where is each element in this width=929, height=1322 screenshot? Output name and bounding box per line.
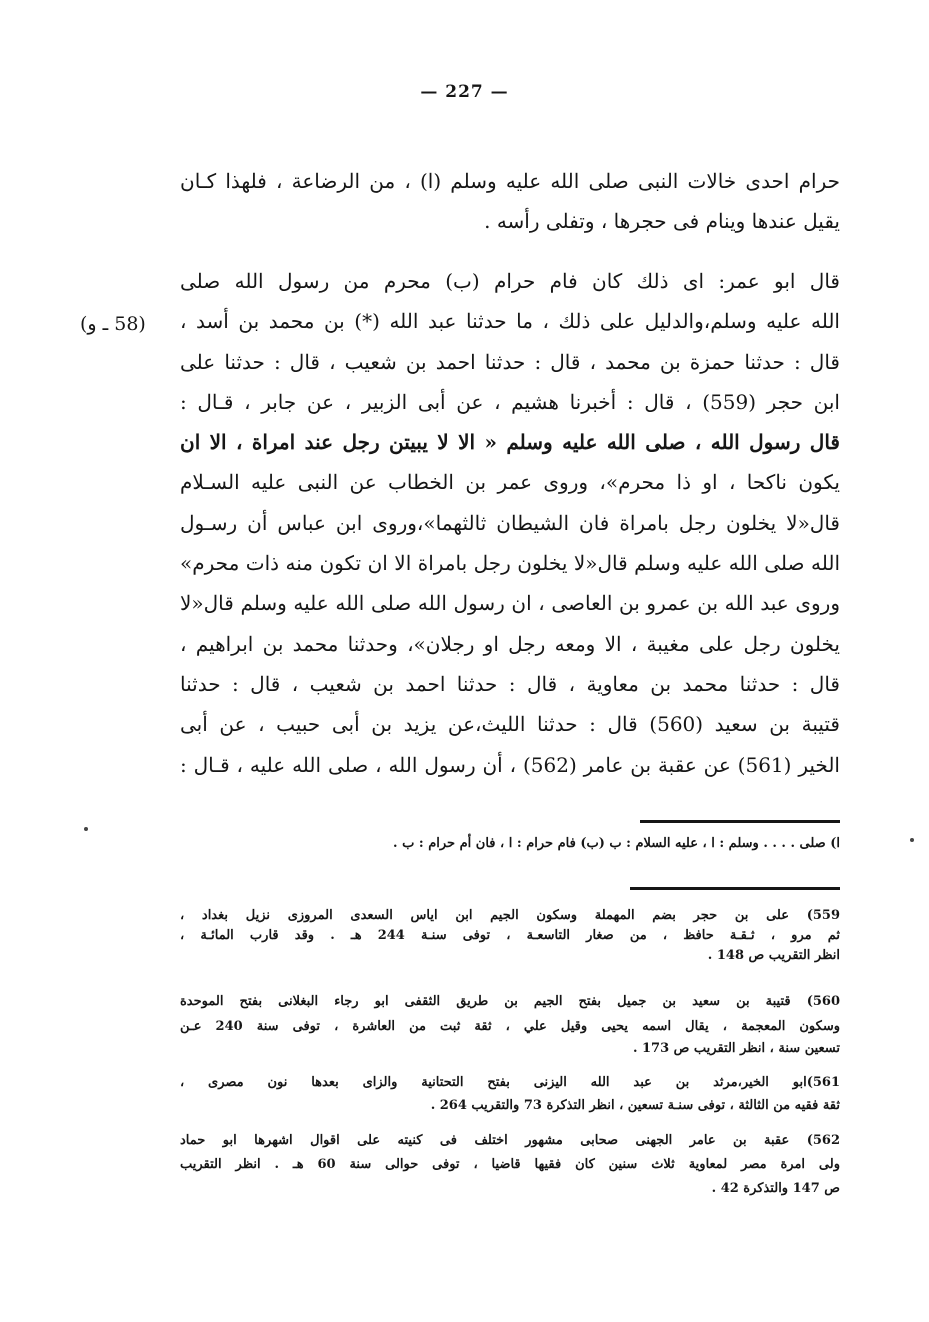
footnote-divider [640, 820, 840, 823]
footnote-line: ص 147 والتذكرة 42 . [711, 1181, 840, 1196]
text-line: قتيبة بن سعيد (560) قال : حدثنا الليث،عن يزيد بن أبى حبيب ، عن أبى [180, 712, 840, 737]
variant-note [180, 834, 840, 853]
footnote-line: ولى امرة مصر لمعاوية ثلاث سنين كان فقيها قاضيا ، توفى حوالى سنة 60 هـ . انظر التقريب [180, 1157, 840, 1172]
hadith-line: يكون ناكحا ، او ذا محرم»، وروى عمر بن الخطاب عن النبى عليه السـلام [180, 470, 840, 495]
footnote-line: 561)ابو الخير،مرثد بن عبد الله اليزنى بفتح التحتانية والزاى بعدها نون مصرى ، [180, 1075, 840, 1090]
paragraph-2 [180, 268, 840, 778]
footnote-line: انظر التقريب ص 148 . [707, 948, 840, 963]
text-line: ابن حجر (559) ، قال : أخبرنا هشيم ، عن أبى الزبير ، عن جابر ، قـال : [180, 389, 840, 414]
footnote-line: 562) عقبة بن عامر الجهنى صحابى مشهور اختلف فى كنيته على اقوال اشهرها ابو حماد [180, 1133, 840, 1148]
footnote-line: وسكون المعجمة ، يقال اسمه يحيى وقيل علي ، ثقة ثبت من العاشرة ، توفى سنة 240 عـن [180, 1019, 840, 1034]
footnote-line: ا) صلى . . . . وسلم : ا ، عليه السلام : ب (ب) فام حرام : ا ، فان أم حرام : ب . [393, 836, 840, 851]
footnote-divider [630, 887, 840, 890]
footnote-561 [180, 1073, 840, 1115]
text-line: قال : حدثنا حمزة بن محمد ، قال : حدثنا احمد بن شعيب ، قال : حدثنا على [180, 349, 840, 374]
page-number: — 227 — [420, 82, 509, 102]
hadith-line: الله صلى الله عليه وسلم قال«لا يخلون رجل بامراة الا ان تكون منه ذات محرم» [180, 551, 840, 576]
text-line: قال : حدثنا محمد بن معاوية ، قال : حدثنا احمد بن شعيب ، قال : حدثنا [180, 671, 840, 696]
footnote-562 [180, 1131, 840, 1198]
hadith-line: قال رسول الله ، صلى الله عليه وسلم « الا لا يبيتن رجل عند امراة ، الا ان [180, 430, 840, 455]
text-line: حرام احدى خالات النبى صلى الله عليه وسلم (ا) ، من الرضاعة ، فلهذا كـان [180, 169, 841, 193]
scan-speck [84, 827, 88, 831]
text-line: قال ابو عمر: اى ذلك كان فام حرام (ب) محرم من رسول الله صلى [180, 269, 840, 293]
footnote-line: 560) قتيبة بن سعيد بن جميل بفتح الجيم بن طريق الثقفى ابو رجاء البغلانى بفتح الموحدة [180, 994, 840, 1009]
footnote-line: 559) على بن حجر بضم المهملة وسكون الجيم ابن اياس السعدى المروزى نزيل بغداد ، [180, 908, 840, 923]
margin-folio-note: (58 ـ و) [80, 313, 146, 335]
text-line: يقيل عندها وينام فى حجرها ، وتفلى رأسه . [484, 209, 840, 233]
scan-speck [910, 838, 914, 842]
text-line: الله عليه وسلم،والدليل على ذلك ، ما حدثنا عبد الله (*) بن محمد بن أسد ، [180, 309, 840, 334]
footnote-line: ثم مرو ، ثـقـة حافظ ، من صغار التاسعـة ، توفى سنـة 244 هـ . وقد قارب المائـة ، [180, 928, 840, 943]
footnote-line: ثقة فقيه من الثالثة ، توفى سنـة تسعين ، انظر التذكرة 73 والتقريب 264 . [430, 1098, 840, 1113]
hadith-line: قال«لا يخلون رجل بامراة فان الشيطان ثالثهما»،وروى ابن عباس أن رسـول [180, 510, 840, 535]
hadith-line: وروى عبد الله بن عمرو بن العاصى ، ان رسول الله صلى الله عليه وسلم قال«لا [180, 591, 840, 616]
footnote-559 [180, 906, 840, 965]
footnote-560 [180, 992, 840, 1058]
text-line: الخير (561) عن عقبة بن عامر (562) ، أن رسول الله ، صلى الله عليه ، قـال : [180, 752, 840, 777]
paragraph-1 [180, 168, 840, 234]
footnote-line: تسعين سنة ، انظر التقريب ص 173 . [632, 1041, 840, 1056]
hadith-line: يخلون رجل على مغيبة ، الا ومعه رجل او رجلان»، وحدثنا محمد بن ابراهيم ، [180, 631, 840, 656]
